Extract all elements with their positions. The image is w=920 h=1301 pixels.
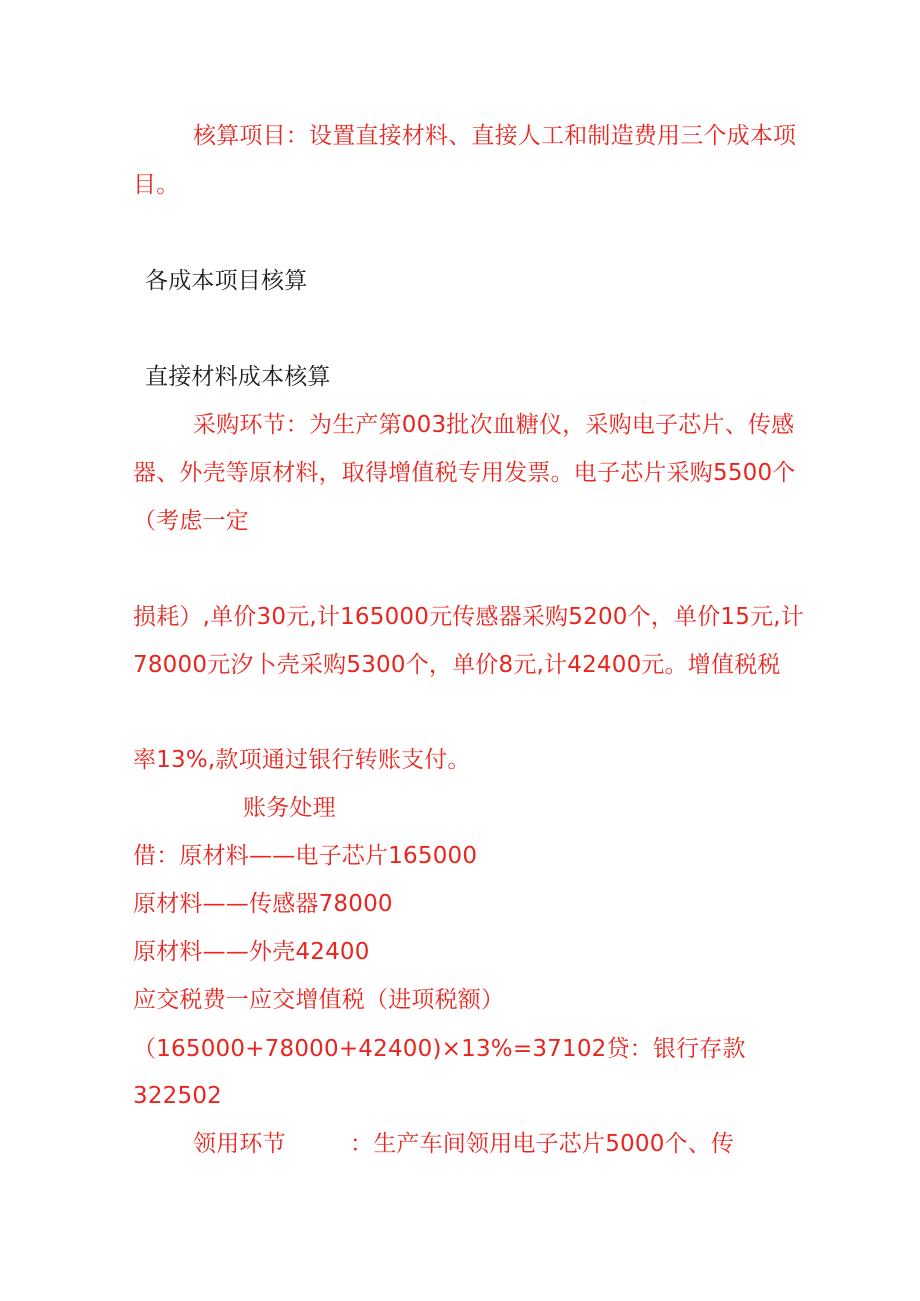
paragraph-tax-rate: 率13%,款项通过银行转账支付。 xyxy=(133,747,471,773)
entry-sensors: 原材料——传感器78000 xyxy=(133,891,393,917)
paragraph-accounting-items-line1: 核算项目：设置直接材料、直接人工和制造费用三个成本项 xyxy=(193,123,797,149)
heading-cost-items: 各成本项目核算 xyxy=(145,268,308,294)
entry-shells: 原材料——外壳42400 xyxy=(133,939,370,965)
entry-input-vat: 应交税费一应交增值税（进项税额） xyxy=(133,987,505,1013)
paragraph-issue-label: 领用环节 xyxy=(193,1131,286,1157)
paragraph-issue-text: ：生产车间领用电子芯片5000个、传 xyxy=(350,1131,735,1157)
paragraph-prices-line1: 损耗）,单价30元,计165000元传感器采购5200个，单价15元,计 xyxy=(133,604,804,630)
paragraph-purchase-line1: 采购环节：为生产第003批次血糖仪，采购电子芯片、传感 xyxy=(193,412,795,438)
paragraph-purchase-line2: 器、外壳等原材料，取得增值税专用发票。电子芯片采购5500个 xyxy=(133,460,796,486)
heading-accounting-treatment: 账务处理 xyxy=(243,795,336,821)
heading-direct-materials: 直接材料成本核算 xyxy=(145,364,331,390)
paragraph-purchase-line3: （考虑一定 xyxy=(133,508,249,534)
entry-debit-chips: 借：原材料——电子芯片165000 xyxy=(133,843,478,869)
paragraph-accounting-items-line2: 目。 xyxy=(133,172,180,198)
paragraph-prices-line2: 78000元汐卜壳采购5300个，单价8元,计42400元。增值税税 xyxy=(133,652,781,678)
entry-credit-amount: 322502 xyxy=(133,1083,222,1109)
entry-vat-calculation: （165000+78000+42400)×13%=37102贷：银行存款 xyxy=(133,1036,746,1062)
